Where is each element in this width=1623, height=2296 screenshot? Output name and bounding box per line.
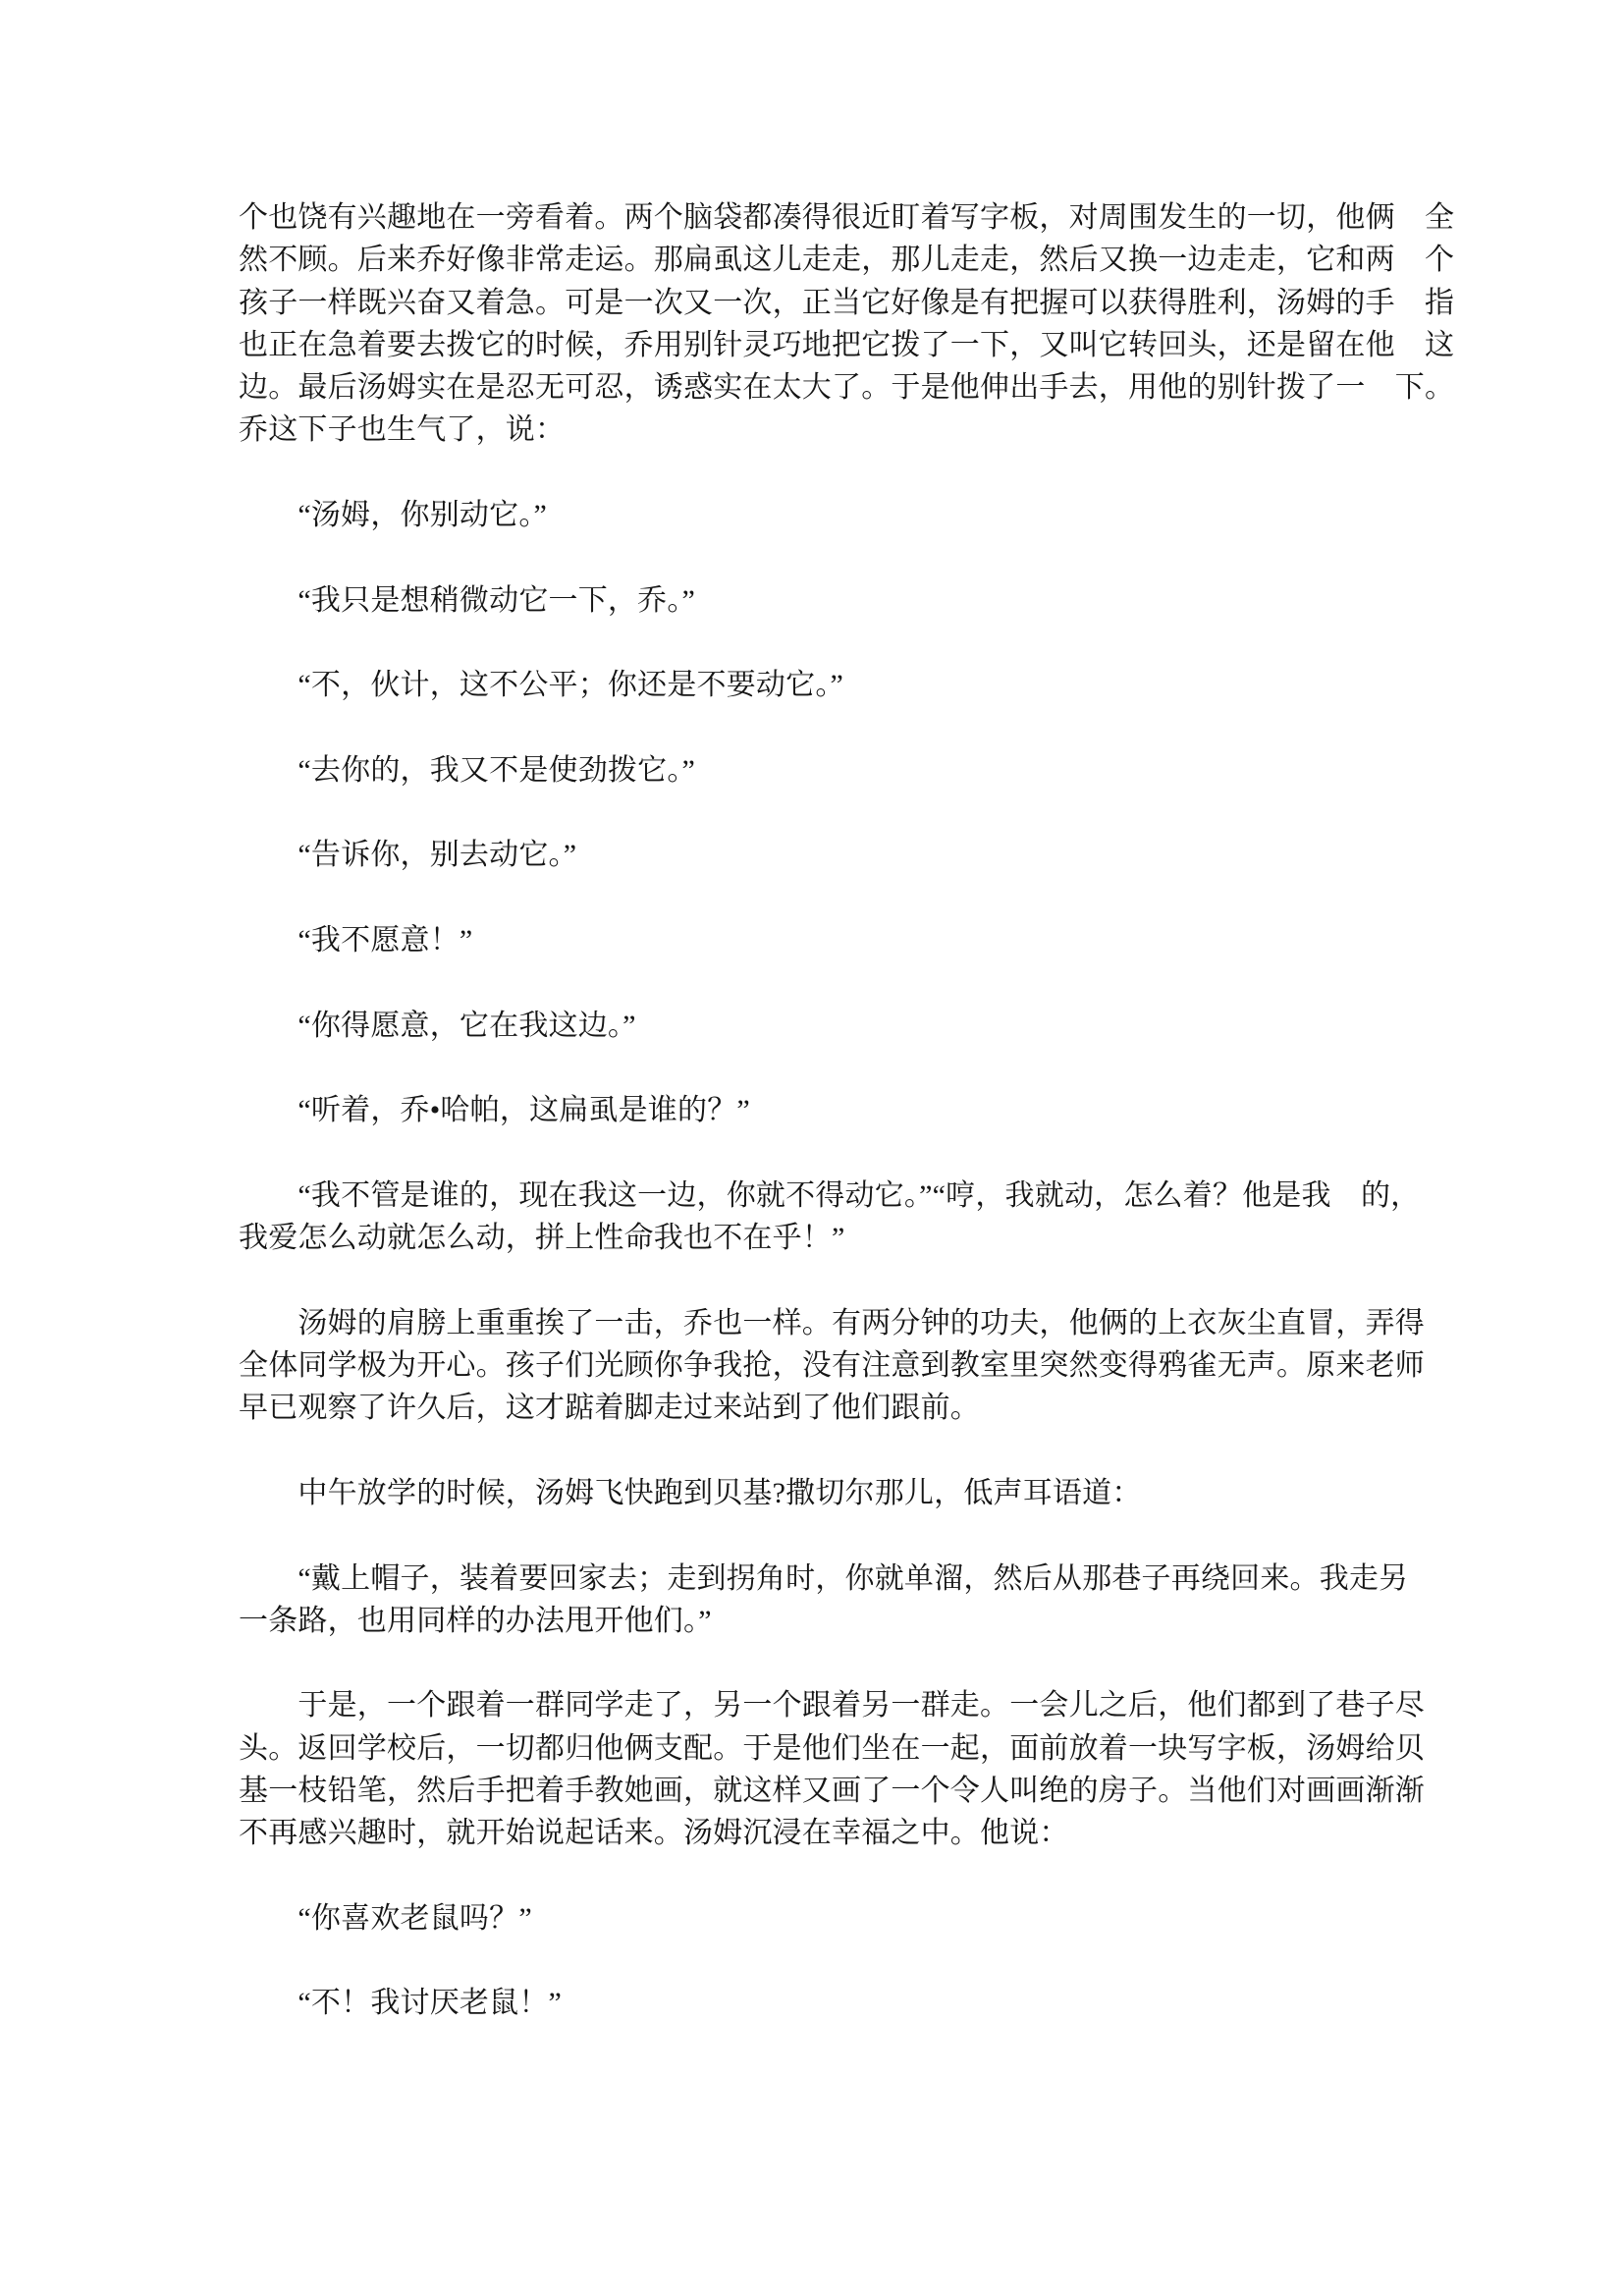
dialogue-block [239, 1089, 1387, 1131]
text-line: “我不愿意！” [239, 924, 473, 957]
text-line: “告诉你，别去动它。” [239, 839, 577, 872]
text-line: “汤姆，你别动它。” [239, 499, 548, 532]
text-line: “去你的，我又不是使劲拨它。” [239, 753, 696, 787]
text-line: 全体同学极为开心。孩子们光顾你争我抢，没有注意到教室里突然变得鸦雀无声。原来老师 [239, 1349, 1425, 1383]
paragraph-block [239, 196, 1455, 452]
dialogue-block [239, 579, 1387, 622]
dialogue-block [239, 664, 1387, 706]
text-line: 中午放学的时候，汤姆飞快跑到贝基?撒切尔那儿，低声耳语道： [239, 1476, 1142, 1509]
text-line: 一条路，也用同样的办法甩开他们。” [239, 1604, 712, 1637]
text-line: 汤姆的肩膀上重重挨了一击，乔也一样。有两分钟的功夫，他俩的上衣灰尘直冒，弄得 [239, 1306, 1425, 1339]
dialogue-block [239, 919, 1387, 961]
dialogue-block [239, 1175, 1421, 1260]
text-line: “不！我讨厌老鼠！” [239, 1987, 563, 2020]
text-line: “不，伙计，这不公平；你还是不要动它。” [239, 669, 844, 702]
text-line: “你喜欢老鼠吗？” [239, 1901, 532, 1935]
text-line: 然不顾。后来乔好像非常走运。那扁虱这儿走走，那儿走走，然后又换一边走走，它和两 个 [239, 244, 1455, 277]
dialogue-block [239, 1982, 1387, 2024]
dialogue-block [239, 1005, 1387, 1047]
text-line: 于是，一个跟着一群同学走了，另一个跟着另一群走。一会儿之后，他们都到了巷子尽 [239, 1689, 1425, 1722]
dialogue-block [239, 749, 1387, 792]
text-line: “听着，乔•哈帕，这扁虱是谁的？” [239, 1094, 750, 1127]
paragraph-block [239, 1302, 1425, 1430]
dialogue-block [239, 834, 1387, 876]
dialogue-block [239, 1558, 1409, 1643]
text-line: “你得愿意，它在我这边。” [239, 1009, 636, 1042]
text-line: “我不管是谁的，现在我这一边，你就不得动它。”“哼，我就动，怎么着？他是我 的， [239, 1178, 1421, 1212]
text-line: “戴上帽子，装着要回家去；走到拐角时，你就单溜，然后从那巷子再绕回来。我走另 [239, 1561, 1409, 1595]
text-line: 边。最后汤姆实在是忍无可忍，诱惑实在太大了。于是他伸出手去，用他的别针拨了一 下。 [239, 371, 1455, 405]
text-line: 我爱怎么动就怎么动，拼上性命我也不在乎！” [239, 1222, 845, 1255]
text-line: 早已观察了许久后，这才踮着脚走过来站到了他们跟前。 [239, 1392, 980, 1425]
dialogue-block [239, 1897, 1387, 1940]
text-line: 基一枝铅笔，然后手把着手教她画，就这样又画了一个令人叫绝的房子。当他们对画画渐渐 [239, 1774, 1425, 1807]
text-line: 也正在急着要去拨它的时候，乔用别针灵巧地把它拨了一下，又叫它转回头，还是留在他 这 [239, 328, 1455, 361]
dialogue-block [239, 494, 1387, 536]
text-line: 个也饶有兴趣地在一旁看着。两个脑袋都凑得很近盯着写字板，对周围发生的一切，他俩 全 [239, 201, 1455, 234]
text-line: 乔这下子也生气了，说： [239, 413, 566, 447]
paragraph-block [239, 1684, 1425, 1854]
paragraph-block [239, 1472, 1387, 1514]
text-line: “我只是想稍微动它一下，乔。” [239, 583, 696, 617]
text-line: 头。返回学校后，一切都归他俩支配。于是他们坐在一起，面前放着一块写字板，汤姆给贝 [239, 1731, 1425, 1765]
text-line: 不再感兴趣时，就开始说起话来。汤姆沉浸在幸福之中。他说： [239, 1817, 1069, 1850]
text-line: 孩子一样既兴奋又着急。可是一次又一次，正当它好像是有把握可以获得胜利，汤姆的手 指 [239, 286, 1455, 319]
